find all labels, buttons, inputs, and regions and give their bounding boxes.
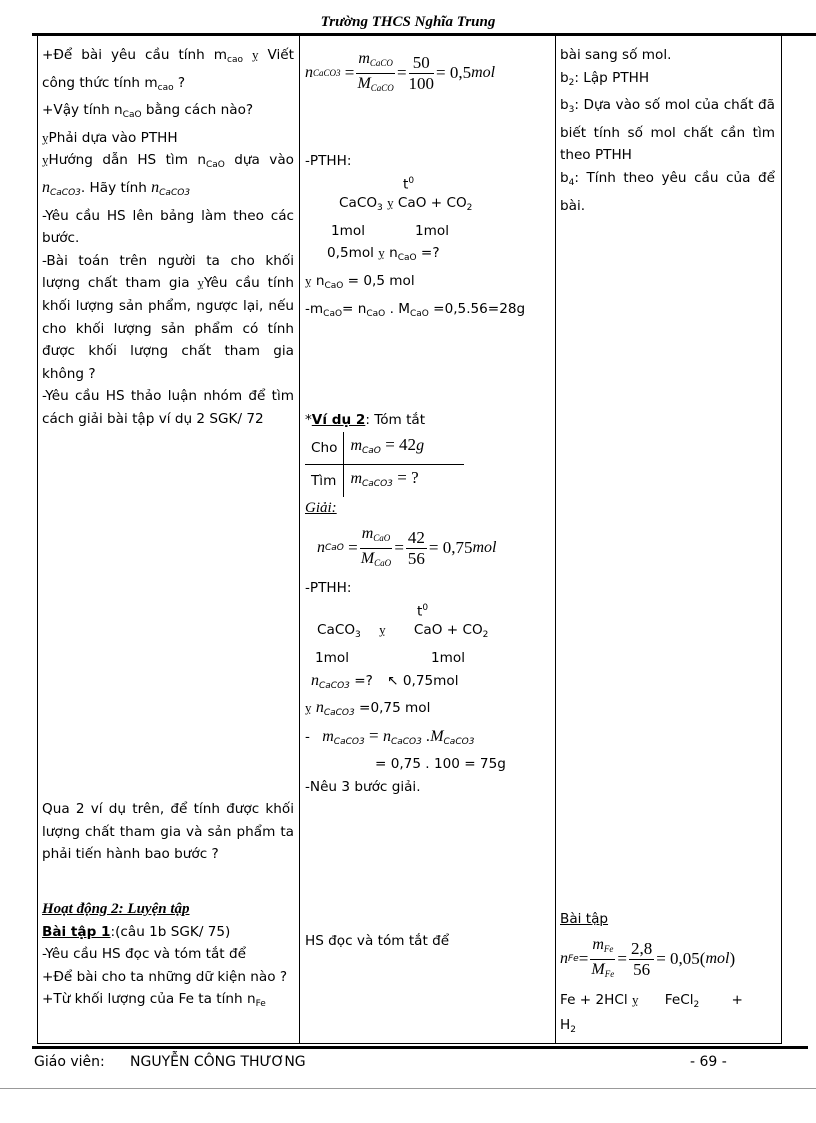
table-border-left <box>37 35 38 1044</box>
given-table <box>305 432 464 497</box>
given-row: Cho $m_{CaO} = 42g$ <box>305 432 464 465</box>
solution-label: Giải: <box>305 499 337 516</box>
exercise-content <box>560 908 782 1039</box>
student-activity-column <box>305 44 553 799</box>
exercise-label: Bài tập <box>560 911 609 927</box>
instruction-1: -Yêu cầu HS lên bảng làm theo các bước. <box>42 207 294 247</box>
guide-1: ỵHướng dẫn HS tìm $n_{CaO}$ dựa vào $n_{CaCO3}$. Hãy tính $n_{CaCO3}$ <box>42 152 294 198</box>
reaction-2: CaCO$_3$ ỵ CaO + $CO_2$ <box>317 622 489 641</box>
table-border-right <box>781 35 782 1044</box>
fe-reaction: Fe + 2HCl ỵ FeCl$_2$ + <box>560 991 743 1010</box>
bottom-thin-rule <box>0 1088 816 1089</box>
mole-result-1: ỵ $n_{CaO} = 0,5$ mol <box>305 272 415 291</box>
table-divider-1 <box>299 35 300 1044</box>
step-2: $b_2$: Lập PTHH <box>560 69 650 88</box>
mole-line-1: 0,5mol ỵ $n_{CaO}$ =? <box>327 245 440 264</box>
exercise-1-step-1: -Yêu cầu HS đọc và tóm tắt để <box>42 946 246 963</box>
footer-teacher: NGUYỄN CÔNG THƯƠNG <box>130 1054 306 1070</box>
student-response: HS đọc và tóm tắt để <box>305 933 450 949</box>
pthh-label-2: -PTHH: <box>305 580 352 597</box>
mass-result-1: $-m_{CaO}= n_{CaO}$ . $M_{CaO} =0,5.56=28g$ <box>305 300 526 319</box>
page-header: Trường THCS Nghĩa Trung <box>320 14 496 30</box>
equation-n-fe: n Fe = $\frac{m_{Fe}}{M_{Fe}}$ = $\frac{2,8}{56}$ = 0,05( mol ) <box>560 936 736 980</box>
activity-2-title: Hoạt động 2: Luyện tập <box>42 901 190 917</box>
mole-ratio-1: 1mol 1mol <box>331 222 449 239</box>
table-bottom <box>37 1043 782 1044</box>
content-column <box>560 44 775 217</box>
pthh-label: -PTHH: <box>305 153 352 169</box>
arrow-symbol: ỵ <box>252 47 259 62</box>
temperature-label: $t^0$ <box>403 175 415 193</box>
equation-n-cao: n CaO = $\frac{m_{CaO}}{M_{CaO}}$ = $\frac{42}{56}$ = 0,75 mol <box>317 524 497 568</box>
find-row: Tìm $m_{CaCO3}$ = ? <box>305 464 464 497</box>
question-2: +Vậy tính $n_{CaO}$ bằng cách nào? <box>42 102 254 121</box>
mole-ratio-2: 1mol 1mol <box>315 650 465 666</box>
instruction-3: -Yêu cầu HS thảo luận nhóm để tìm cách giải bài tập ví dụ 2 SGK/ 72 <box>42 388 294 427</box>
instruction-2: -Bài toán trên người ta cho khối lượng chất tham gia ỵYêu cầu tính khối lượng sản phẩm, ngược lại, nếu cho khối lượng sản phẩm có tính được khối lượng chất tham gia không ? <box>42 252 294 382</box>
example-2-title: *Ví dụ 2: Tóm tắt <box>305 412 426 429</box>
answer-1: ỵPhải dựa vào PTHH <box>42 129 178 146</box>
teacher-activity-column <box>42 44 294 431</box>
exercise-1-title: Bài tập 1:(câu 1b SGK/ 75) <box>42 923 231 940</box>
top-rule <box>32 33 816 36</box>
temperature-label-2: $t^0$ <box>417 602 429 620</box>
question-1: +Để bài yêu cầu tính $m_{cao}$ ỵ Viết công thức tính $m_{cao}$ ? <box>42 47 294 93</box>
mass-formula-2: - $m_{CaCO3} = n_{CaCO3}$ $.M_{CaCO3}$ <box>305 725 475 747</box>
reaction-1: CaCO$_3$ ỵ CaO + $CO_2$ <box>339 195 473 214</box>
mass-result-2: = 0,75 . 100 = 75g <box>375 756 506 773</box>
mole-line-2: $n_{CaCO3}$ =? ↖ 0,75mol <box>311 671 459 691</box>
step-3: $b_3$: Dựa vào số mol của chất đã biết tính số mol chất cần tìm theo PTHH <box>560 97 775 164</box>
fe-reaction-h2: $H_2$ <box>560 1017 576 1036</box>
mole-result-2: ỵ $n_{CaCO3} =0,75$ mol <box>305 699 431 719</box>
equation-n-caco3: n CaCO3 = $\frac{m_{CaCO}}{M_{CaCO}}$ = $\frac{50}{100}$ = 0,5 mol <box>305 49 496 93</box>
footer-page-number: - 69 - <box>690 1054 727 1070</box>
activity-2-block <box>42 898 294 1016</box>
summary-question: Qua 2 ví dụ trên, để tính được khối lượng chất tham gia và sản phẩm ta phải tiến hành bao bước ? <box>42 801 294 863</box>
footer-rule <box>32 1046 808 1049</box>
three-steps-note: -Nêu 3 bước giải. <box>305 778 421 795</box>
exercise-1-step-3: +Từ khối lượng của Fe ta tính $n_{Fe}$ <box>42 991 266 1010</box>
footer-label: Giáo viên: <box>34 1054 105 1070</box>
step-1-tail: bài sang số mol. <box>560 47 672 63</box>
exercise-1-step-2: +Để bài cho ta những dữ kiện nào ? <box>42 968 288 985</box>
step-4: $b_4$: Tính theo yêu cầu của để bài. <box>560 169 775 214</box>
table-divider-2 <box>555 35 556 1044</box>
